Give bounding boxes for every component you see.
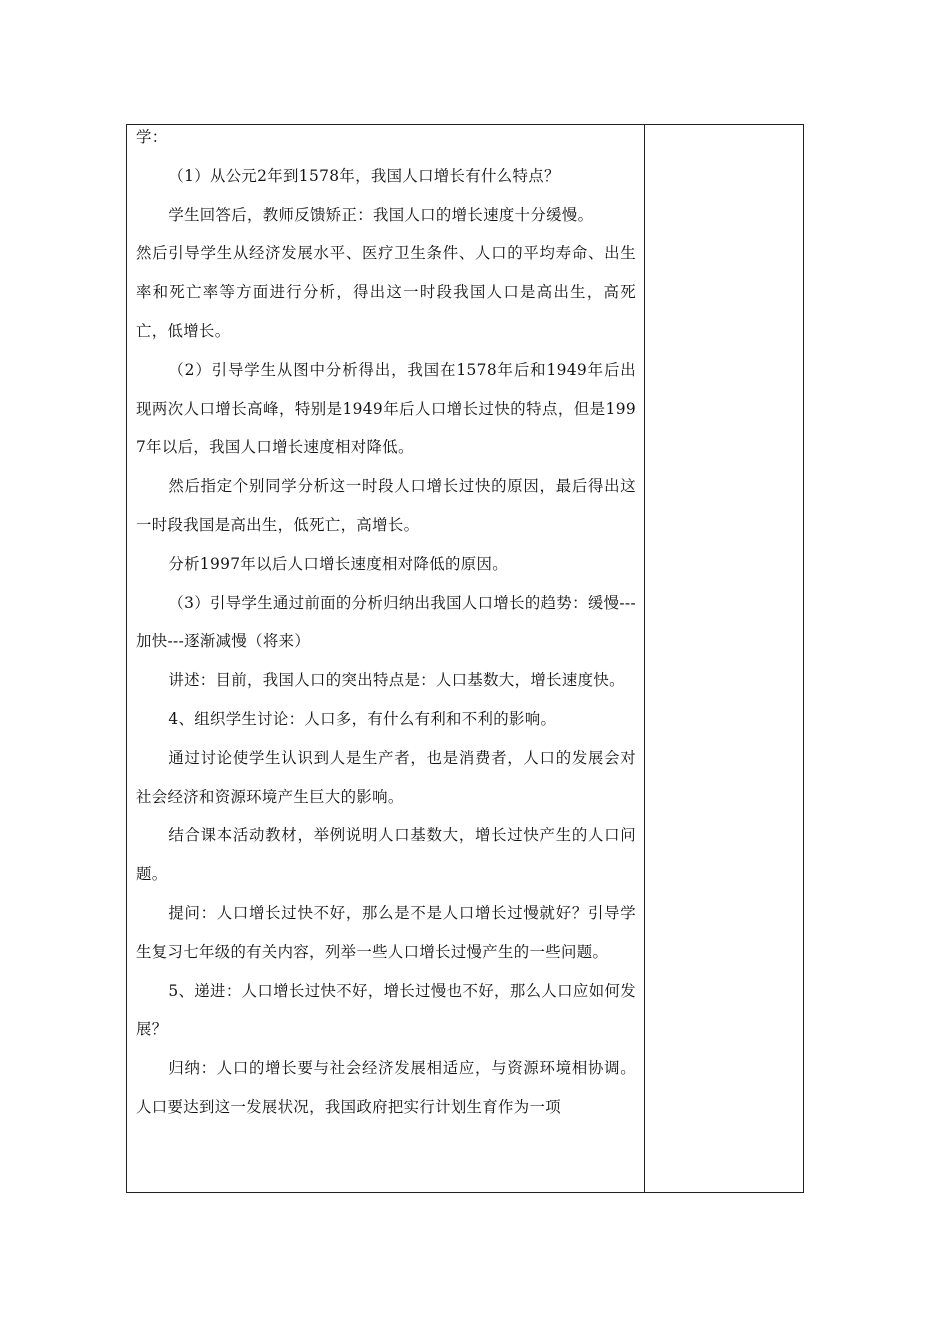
notes-cell: [645, 125, 803, 1192]
lesson-table: [126, 124, 804, 1193]
lesson-content-cell: [127, 125, 645, 1192]
paragraph-11: 通过讨论使学生认识到人是生产者，也是消费者，人口的发展会对社会经济和资源环境产生巨大的影响。: [136, 748, 636, 806]
paragraph-3: 学生回答后，教师反馈矫正：我国人口的增长速度十分缓慢。: [168, 205, 594, 224]
paragraph-9: 讲述：目前，我国人口的突出特点是：人口基数大，增长速度快。: [168, 671, 625, 690]
paragraph-12: 结合课本活动教材，举例说明人口基数大，增长过快产生的人口问题。: [136, 826, 636, 884]
paragraph-7: 分析1997年以后人口增长速度相对降低的原因。: [168, 554, 508, 573]
paragraph-6: 然后指定个别同学分析这一时段人口增长过快的原因，最后得出这一时段我国是高出生，低死亡，高增长。: [136, 477, 636, 534]
paragraph-15: 归纳：人口的增长要与社会经济发展相适应，与资源环境相协调。人口要达到这一发展状况，我国政府把实行计划生育作为一项: [136, 1059, 636, 1116]
paragraph-1: 学：: [136, 128, 168, 146]
paragraph-14: 5、递进：人口增长过快不好，增长过慢也不好，那么人口应如何发展？: [136, 981, 636, 1039]
paragraph-10: 4、组织学生讨论：人口多，有什么有利和不利的影响。: [168, 709, 557, 728]
paragraph-13: 提问：人口增长过快不好，那么是不是人口增长过慢就好？引导学生复习七年级的有关内容，列举一些人口增长过慢产生的一些问题。: [136, 903, 636, 961]
paragraph-8: （3）引导学生通过前面的分析归纳出我国人口增长的趋势：缓慢---加快---逐渐减慢（将来）: [136, 593, 636, 651]
paragraph-4: 然后引导学生从经济发展水平、医疗卫生条件、人口的平均寿命、出生率和死亡率等方面进行分析，得出这一时段我国人口是高出生，高死亡，低增长。: [136, 244, 636, 340]
paragraph-2: （1）从公元2年到1578年，我国人口增长有什么特点？: [168, 166, 560, 185]
paragraph-5: （2）引导学生从图中分析得出，我国在1578年后和1949年后出现两次人口增长高峰，特别是1949年后人口增长过快的特点，但是1997年以后，我国人口增长速度相对降低。: [136, 360, 636, 457]
